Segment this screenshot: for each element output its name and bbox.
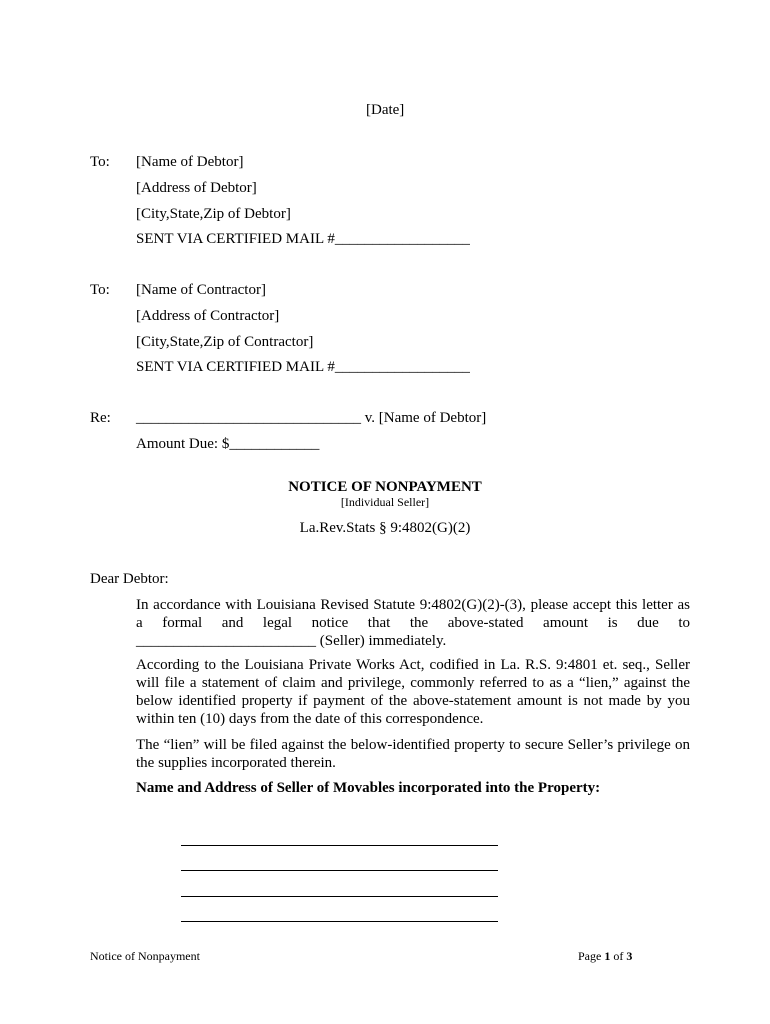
amount-due: Amount Due: $____________	[136, 436, 320, 452]
date-field: [Date]	[366, 102, 405, 118]
seller-blank-line-1[interactable]	[181, 845, 498, 846]
contractor-certified-mail: SENT VIA CERTIFIED MAIL #__________________	[136, 359, 470, 375]
debtor-city: [City,State,Zip of Debtor]	[136, 206, 291, 222]
page-total: 3	[626, 949, 633, 963]
body-paragraph-2	[90, 656, 690, 728]
seller-blank-line-4[interactable]	[181, 921, 498, 922]
page-current: 1	[604, 949, 611, 963]
statute-reference: La.Rev.Stats § 9:4802(G)(2)	[299, 520, 471, 536]
debtor-address: [Address of Debtor]	[136, 180, 257, 196]
notice-title: NOTICE OF NONPAYMENT	[288, 479, 482, 495]
seller-blank-line-3[interactable]	[181, 896, 498, 897]
contractor-name: [Name of Contractor]	[136, 282, 266, 298]
seller-blank-line-2[interactable]	[181, 870, 498, 871]
salutation: Dear Debtor:	[90, 571, 169, 587]
paragraph-text: In accordance with Louisiana Revised Statute 9:4802(G)(2)-(3), please accept this letter as a formal and legal notice that the above-stated amount is due to ________________________ (Seller) immediately.	[136, 597, 690, 649]
of-word: of	[613, 949, 624, 963]
footer-page-number	[578, 949, 632, 964]
footer-document-title: Notice of Nonpayment	[90, 949, 200, 963]
paragraph-text: According to the Louisiana Private Works Act, codified in La. R.S. 9:4801 et. seq., Seller will file a statement of claim and privilege, commonly referred to as a “lien,” against the below identified property if payment of the above-statement amount is not made by you within ten (10) days from the date of this correspondence.	[136, 657, 690, 727]
debtor-certified-mail: SENT VIA CERTIFIED MAIL #__________________	[136, 231, 470, 247]
re-label: Re:	[90, 410, 111, 426]
debtor-to-label: To:	[90, 154, 110, 170]
debtor-name: [Name of Debtor]	[136, 154, 244, 170]
re-case-caption: ______________________________ v. [Name of Debtor]	[136, 410, 487, 426]
contractor-to-label: To:	[90, 282, 110, 298]
contractor-city: [City,State,Zip of Contractor]	[136, 334, 314, 350]
notice-subtitle: [Individual Seller]	[340, 495, 430, 509]
contractor-address: [Address of Contractor]	[136, 308, 280, 324]
body-paragraph-1	[90, 596, 690, 650]
page-word: Page	[578, 949, 602, 963]
body-paragraph-3	[90, 736, 690, 772]
seller-heading: Name and Address of Seller of Movables incorporated into the Property:	[136, 780, 601, 796]
paragraph-text: The “lien” will be filed against the below-identified property to secure Seller’s privilege on the supplies incorporated therein.	[136, 737, 690, 771]
